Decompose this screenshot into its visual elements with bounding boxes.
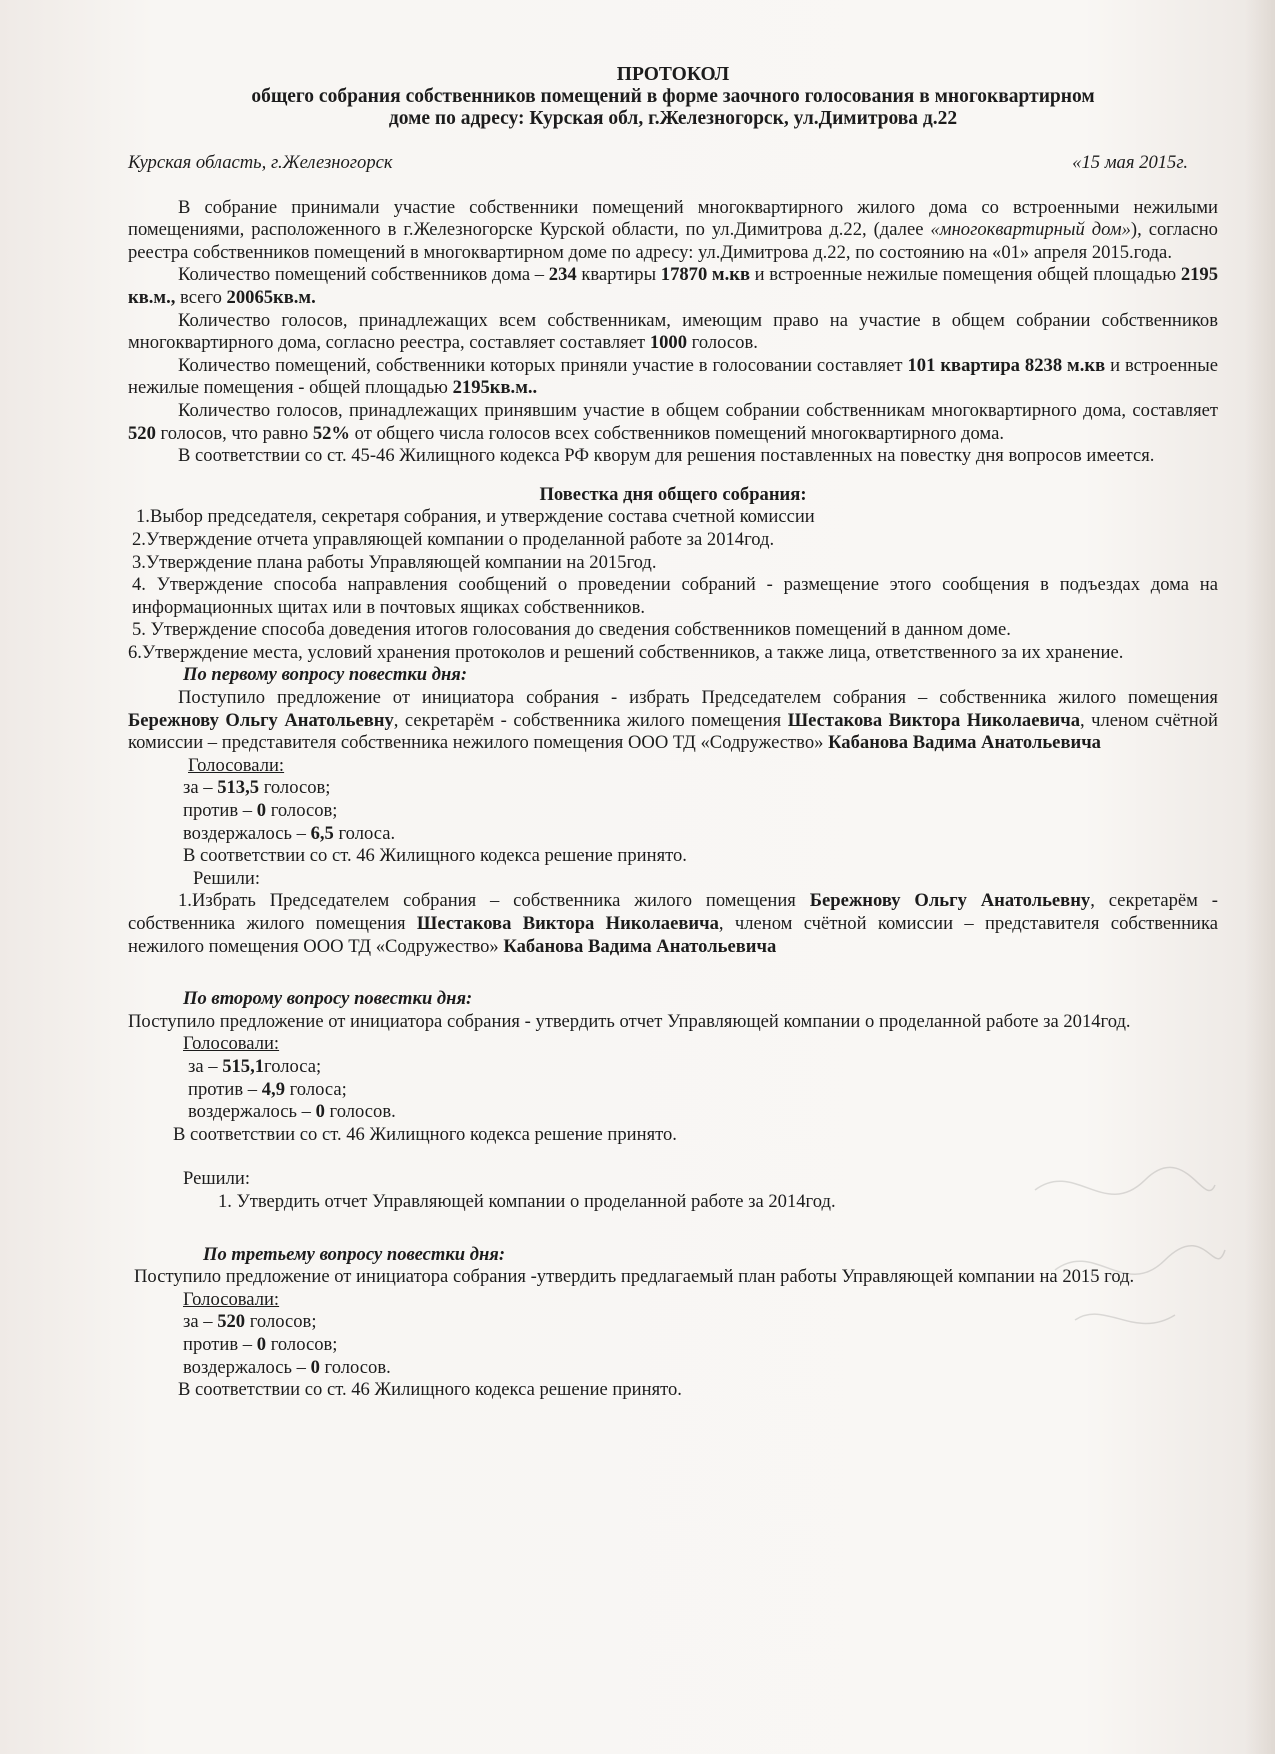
text: голосов.: [324, 1101, 396, 1123]
agenda-item: 6.Утверждение места, условий хранения протоколов и решений собственников, а также лица, ответственного за их хранение.: [128, 641, 1124, 663]
chair-name: Бережнову Ольгу Анатольевну: [128, 709, 394, 731]
text: голоса.: [333, 822, 396, 844]
secretary-name: Шестакова Виктора Николаевича: [416, 913, 719, 934]
votes-for-value: 513,5: [217, 777, 260, 799]
question-3-accepted: В соответствии со ст. 46 Жилищного кодекса решение принято.: [178, 1379, 682, 1401]
agenda-item: 5. Утверждение способа доведения итогов голосования до сведения собственников помещений в данном доме.: [132, 619, 1011, 641]
intro-paragraph-4: [128, 355, 1218, 400]
question-1-votes-abstain: [183, 823, 1218, 846]
question-1-decision: [128, 890, 1218, 958]
intro-paragraph-6: В соответствии со ст. 45-46 Жилищного кодекса РФ кворум для решения поставленных на повестку дня вопросов имеется.: [178, 445, 1155, 467]
apartments-area: 17870 м.кв: [660, 264, 750, 286]
text: голосов;: [266, 800, 338, 822]
nonresidential-area: 2195 кв.м.,: [128, 264, 1219, 308]
votes-for-value: 520: [217, 1311, 246, 1333]
text: 1.Избрать Председателем собрания – собственника жилого помещения: [178, 890, 810, 912]
doc-subtitle-2: доме по адресу: Курская обл, г.Железногорск, ул.Димитрова д.22: [388, 108, 958, 129]
question-1-votes-for: [183, 777, 1218, 800]
agenda-list: [128, 506, 1218, 664]
question-1-accepted: В соответствии со ст. 46 Жилищного кодекса решение принято.: [183, 845, 687, 867]
text: воздержалось –: [183, 822, 311, 844]
participating-apartments: 101 квартира 8238 м.кв: [907, 354, 1106, 376]
intro-p1-text-end: ), согласно реестра собственников помещений в многоквартирном доме по адресу: ул.Димитрова д.22, по состоянию на «01» апреля 2015.года.: [128, 219, 1218, 263]
intro-paragraph-3: [128, 310, 1218, 355]
votes-abstain-value: 6,5: [310, 822, 334, 844]
question-2-accepted: В соответствии со ст. 46 Жилищного кодекса решение принято.: [173, 1123, 677, 1145]
doc-date: «15 мая 2015г.: [1072, 152, 1188, 173]
secretary-name: Шестакова Виктора Николаевича: [787, 709, 1081, 731]
place-date-row: [128, 152, 1218, 175]
participating-nonresidential-area: 2195кв.м..: [452, 377, 538, 399]
text: против –: [183, 1333, 257, 1355]
text: и встроенные нежилые помещения - общей площадью: [128, 354, 1218, 399]
votes-for-value: 515,1: [222, 1055, 265, 1077]
text: , членом счётной комиссии – представителя собственника нежилого помещения ООО ТД «Содружество»: [128, 709, 1218, 754]
question-1-title: По первому вопросу повестки дня:: [183, 664, 468, 686]
question-2-proposal: Поступило предложение от инициатора собрания - утвердить отчет Управляющей компании о проделанной работе за 2014год.: [128, 1010, 1131, 1032]
text: и встроенные нежилые помещения общей площадью: [750, 264, 1181, 286]
text: воздержалось –: [183, 1356, 311, 1378]
intro-paragraph-2: [128, 264, 1218, 309]
text: за –: [183, 1311, 218, 1333]
text: голосов;: [259, 777, 331, 799]
question-3-proposal: Поступило предложение от инициатора собрания -утвердить предлагаемый план работы Управляющей компании на 2015 год.: [134, 1266, 1135, 1288]
question-2-title: По второму вопросу повестки дня:: [183, 988, 473, 1010]
question-3-voted-label: Голосовали:: [183, 1288, 280, 1310]
text: от общего числа голосов всех собственников помещений многоквартирного дома.: [350, 422, 1004, 444]
question-3-votes-abstain: [183, 1357, 1218, 1380]
question-1-votes-against: [183, 800, 1218, 823]
text: Количество помещений собственников дома –: [178, 264, 549, 286]
question-2-decision: 1. Утвердить отчет Управляющей компании о проделанной работе за 2014год.: [218, 1190, 836, 1212]
apartments-count: 234: [548, 264, 577, 286]
text: голосов.: [319, 1356, 391, 1378]
text: голоса;: [264, 1055, 322, 1077]
agenda-title: Повестка дня общего собрания:: [539, 483, 807, 505]
question-2-votes-for: [188, 1056, 1218, 1079]
votes-against-value: 4,9: [261, 1078, 285, 1100]
intro-paragraph-1: [128, 197, 1218, 265]
intro-paragraph-5: [128, 400, 1218, 445]
text: квартиры: [576, 264, 661, 286]
text: Количество голосов, принадлежащих принявшим участие в общем собрании собственникам многоквартирного дома, составляет: [178, 399, 1218, 421]
commission-member-name: Кабанова Вадима Анатольевича: [503, 935, 777, 957]
text: за –: [188, 1055, 223, 1077]
chair-name: Бережнову Ольгу Анатольевну: [809, 890, 1091, 912]
question-1-decided-label: Решили:: [193, 867, 261, 889]
text: воздержалось –: [188, 1101, 316, 1123]
signature-bleed-through: [1015, 1150, 1235, 1350]
total-votes: 1000: [649, 332, 688, 354]
question-3-title: По третьему вопросу повестки дня:: [203, 1243, 506, 1265]
question-1-proposal: [128, 687, 1218, 755]
text: за –: [183, 777, 218, 799]
question-2-decided-label: Решили:: [183, 1168, 251, 1190]
agenda-item: 1.Выбор председателя, секретаря собрания, и утверждение состава счетной комиссии: [136, 506, 815, 528]
doc-place: Курская область, г.Железногорск: [128, 152, 393, 173]
text: Количество голосов, принадлежащих всем собственникам, имеющим право на участие в общем собрании собственников многоквартирного дома, согласно реестра, составляет составляет: [128, 309, 1218, 354]
text: , секретарём - собственника жилого помещения: [393, 709, 788, 731]
question-2-voted-label: Голосовали:: [183, 1033, 280, 1055]
text: Поступило предложение от инициатора собрания - избрать Председателем собрания – собственника жилого помещения: [178, 687, 1218, 709]
question-2-votes-abstain: [188, 1101, 1218, 1124]
text: голосов;: [245, 1311, 317, 1333]
text: голосов;: [266, 1333, 338, 1355]
page-edge-shadow: [1245, 0, 1275, 1754]
agenda-item: 2.Утверждение отчета управляющей компании о проделанной работе за 2014год.: [132, 528, 775, 550]
text: голоса;: [285, 1078, 347, 1100]
text: голосов, что равно: [155, 422, 313, 444]
votes-against-value: 0: [256, 800, 267, 822]
text: против –: [183, 800, 257, 822]
agenda-item: 4. Утверждение способа направления сообщений о проведении собраний - размещение этого сообщения в подъездах дома на информационных щитах или в почтовых ящиках собственников.: [132, 574, 1218, 618]
participating-votes: 520: [128, 422, 156, 444]
doc-title: ПРОТОКОЛ: [616, 64, 730, 85]
text: всего: [175, 286, 227, 308]
question-1-voted-label: Голосовали:: [188, 754, 285, 776]
agenda-item: 3.Утверждение плана работы Управляющей компании на 2015год.: [132, 551, 657, 573]
text: , секретарём - собственника жилого помещения: [128, 890, 1218, 934]
votes-abstain-value: 0: [310, 1356, 320, 1378]
votes-abstain-value: 0: [315, 1101, 325, 1123]
text: Количество помещений, собственники которых приняли участие в голосовании составляет: [178, 354, 908, 376]
total-area: 20065кв.м.: [226, 286, 316, 308]
doc-subtitle-1: общего собрания собственников помещений в форме заочного голосования в многоквартирном: [251, 86, 1095, 107]
text: против –: [188, 1078, 262, 1100]
question-2-votes-against: [188, 1079, 1218, 1102]
text: , членом счётной комиссии – представителя собственника нежилого помещения ООО ТД «Содружество»: [128, 913, 1218, 957]
votes-against-value: 0: [256, 1333, 267, 1355]
intro-p1-emphasis: «многоквартирный дом»: [930, 219, 1131, 241]
intro-p1-text: В собрание принимали участие собственники помещений многоквартирного жилого дома со встроенными нежилыми помещениями, расположенного в г.Железногорске Курской области, по ул.Димитрова д.22, (далее: [128, 196, 1218, 241]
text: голосов.: [687, 332, 758, 354]
participation-percent: 52%: [312, 422, 351, 444]
commission-member-name: Кабанова Вадима Анатольевича: [828, 732, 1101, 754]
